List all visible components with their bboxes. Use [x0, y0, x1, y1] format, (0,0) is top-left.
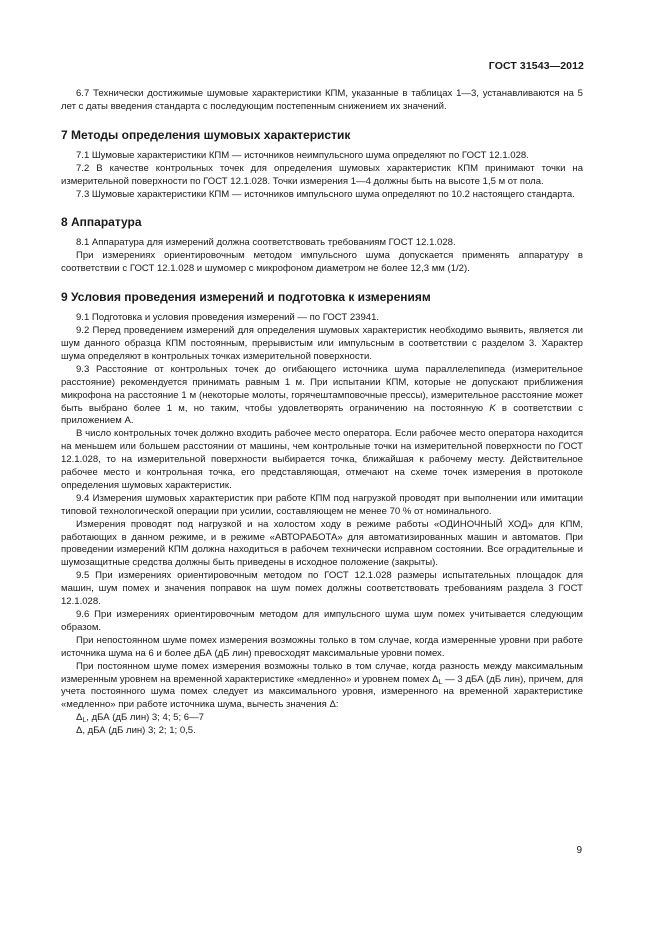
section-8-heading: 8 Аппаратура — [61, 215, 142, 230]
document-body — [61, 88, 583, 738]
delta-l-values-line — [61, 712, 583, 725]
paragraph-9-3 — [61, 364, 583, 429]
paragraph-9-5: 9.5 При измерениях ориентировочным методом по ГОСТ 12.1.028 размеры испытательных площадок для машин, шум помех и значения поправок на шум помех должны соответствовать требованиям раздела 3 ГОСТ 12.1.028. — [61, 570, 583, 608]
paragraph-9-6: 9.6 При измерениях ориентировочным методом для импульсного шума шум помех учитывается следующим образом. — [61, 609, 583, 633]
paragraph-9-6-cont-1: При непостоянном шуме помех измерения возможны только в том случае, когда измеренные уровни при работе источника шума на 6 и более дБА (дБ лин) превосходят максимальные уровни помех. — [61, 634, 583, 659]
section-7-heading: 7 Методы определения шумовых характеристик — [61, 127, 351, 142]
paragraph-9-3-cont: В число контрольных точек должно входить рабочее место оператора. Если рабочее место оператора находится на меньшем или большем расстоянии от машины, чем контрольные точки на измерительной поверхности по ГОСТ 12.1.028, то на измерительной поверхности выбирается точка, ближайшая к рабочему месту. Действительное рабочее место и контрольная точка, его представляющая, отмечают на схеме точек измерения в протоколе определения шумовых характеристик. — [61, 428, 583, 491]
delta-symbol: Δ — [432, 673, 439, 685]
section-9-heading: 9 Условия проведения измерений и подготовка к измерениям — [61, 290, 431, 305]
paragraph-9-3-text-a: 9.3 Расстояние от контрольных точек до огибающего источника шума параллелепипеда (измерительное расстояние) рекомендуется принимать равным 1 м. При испытании КПМ, которые не допускают приближения микрофона на расстояние 1 м (некоторые молоты, горячештамповочные прессы), измерительное расстояние может быть выбрано более 1 м, но таким, чтобы удовлетворять ограничению на постоянную — [61, 363, 583, 414]
paragraph-9-3-text-b: в соответствии с приложением А. — [61, 402, 584, 427]
delta-l-symbol: Δ — [76, 712, 83, 724]
paragraph-8-1-cont: При измерениях ориентировочным методом импульсного шума допускается применять аппаратуру в соответствии с ГОСТ 12.1.028 и шумомер с микрофоном диаметром не более 12,3 мм (1/2). — [61, 250, 583, 275]
delta-l-subscript: L — [82, 717, 87, 725]
delta-subscript: L — [438, 678, 443, 686]
paragraph-9-2: 9.2 Перед проведением измерений для определения шумовых характеристик необходимо выявить, является ли шум данного образца КПМ постоянным, прерывистым или импульсным в соответствии с разделом 3. Характер шума определяют в контрольных точках измерительной поверхности. — [61, 325, 583, 362]
paragraph-9-4: 9.4 Измерения шумовых характеристик при работе КПМ под нагрузкой проводят при выполнении или имитации типовой технологической операции при усилии, составляющем не менее 70 % от номинального. — [61, 492, 583, 517]
constant-k: K — [489, 402, 496, 414]
paragraph-7-1: 7.1 Шумовые характеристики КПМ — источников неимпульсного шума определяют по ГОСТ 12.1.028. — [76, 149, 529, 161]
paragraph-7-2: 7.2 В качестве контрольных точек для определения шумовых характеристик КПМ принимают точки на измерительной поверхности по ГОСТ 12.1.028. Точки измерения 1—4 должны быть на высоте 1,5 м от пола. — [61, 162, 583, 187]
paragraph-9-1: 9.1 Подготовка и условия проведения измерений — по ГОСТ 23941. — [76, 312, 380, 324]
paragraph-9-4-cont: Измерения проводят под нагрузкой и на холостом ходу в режиме работы «ОДИНОЧНЫЙ ХОД» для КПМ, работающих в данном режиме, и в режиме «АВТОРАБОТА» для автоматизированных машин и автоматов. При проведении измерений КПМ должна находиться в рабочем технически исправном состоянии. Все оградительные и шумозащитные средства должны быть приведены в исходное положение (закрыты). — [61, 518, 583, 569]
delta-l-values: , дБА (дБ лин) 3; 4; 5; 6—7 — [86, 712, 204, 724]
delta-values-line: Δ, дБА (дБ лин) 3; 2; 1; 0,5. — [76, 725, 196, 737]
paragraph-9-6-cont-2 — [61, 661, 583, 713]
paragraph-6-7: 6.7 Технически достижимые шумовые характеристики КПМ, указанные в таблицах 1—3, устанавливаются на 5 лет с даты введения стандарта с последующим постепенным снижением их значений. — [61, 88, 583, 112]
standard-header: ГОСТ 31543—2012 — [488, 60, 584, 72]
page-number: 9 — [576, 845, 582, 856]
paragraph-9-6-text-b: — 3 дБА (дБ лин), причем, для учета постоянного шума помех следует из максимального уровня, измеренного на временной характеристике «медленно» при работе источника шума, вычесть значения Δ: — [61, 673, 583, 711]
paragraph-7-3: 7.3 Шумовые характеристики КПМ — источников импульсного шума определяют по 10.2 настоящего стандарта. — [76, 188, 575, 200]
paragraph-9-6-text-a: При постоянном шуме помех измерения возможны только в том случае, когда разность между максимальным измеренным уровнем на временной характеристике «медленно» и уровнем помех — [61, 660, 583, 685]
paragraph-8-1: 8.1 Аппаратура для измерений должна соответствовать требованиям ГОСТ 12.1.028. — [76, 237, 456, 249]
